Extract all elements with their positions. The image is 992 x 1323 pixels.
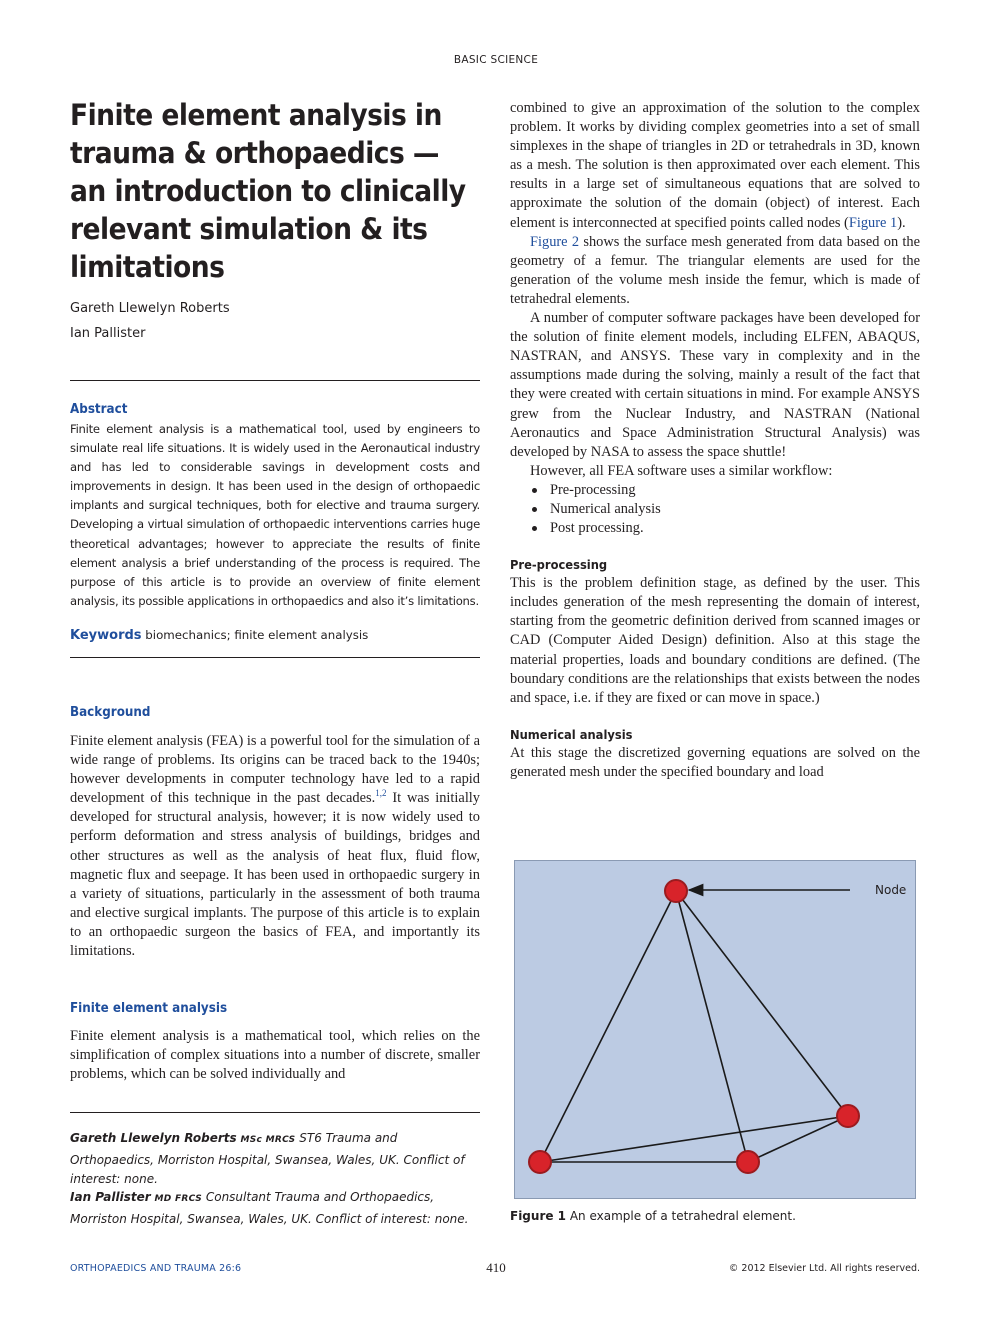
right-column [510, 99, 920, 782]
affiliation-2-name: Ian Pallister [70, 1190, 151, 1204]
right-p1-end: ). [897, 214, 906, 231]
node-marker [837, 1105, 859, 1127]
author-2: Ian Pallister [70, 326, 146, 341]
node-marker [737, 1151, 759, 1173]
edge [540, 1116, 848, 1162]
keywords-text: biomechanics; finite element analysis [145, 628, 369, 642]
page-number: 410 [486, 1260, 506, 1275]
figure-caption-label: Figure 1 [510, 1209, 567, 1223]
background-ref[interactable]: 1,2 [375, 788, 387, 799]
background-text-a: Finite element analysis (FEA) is a powerful tool for the simulation of a wide range of problems. Its origins can be traced back to the 1940s; however developments in computer technology have led to a rapid development of this technique in the past decades. [70, 733, 480, 807]
right-paragraph-2 [510, 233, 920, 309]
fea-paragraph: Finite element analysis is a mathematical tool, which relies on the simplification of complex situations into a number of discrete, smaller problems, which can be solved individually and [70, 1028, 480, 1083]
affiliation-1 [70, 1129, 480, 1190]
tetrahedral-element-diagram [515, 861, 915, 1198]
node-marker [665, 880, 687, 902]
abstract-text: Finite element analysis is a mathematical tool, used by engineers to simulate real life situations. It is widely used in the Aeronautical industry and has led to considerable savings in development costs and improvements in design. It has been used in the design of orthopaedic implants and surgical techniques, both for elective and trauma surgery. Developing a virtual simulation of orthopaedic interventions carries huge theoretical advantages; however to appreciate the results of finite element analysis a brief understanding of the process is required. The purpose of this article is to provide an overview of finite element analysis, its possible applications in orthopaedics and also it’s limitations. [70, 422, 480, 608]
background-paragraph [70, 732, 480, 961]
affiliation-2-degrees: MD FRCS [154, 1194, 203, 1204]
title-block [70, 96, 480, 343]
fea-section [70, 1027, 480, 1084]
figure-1-link[interactable]: Figure 1 [848, 214, 898, 231]
list-item [510, 519, 920, 538]
bullet-icon [532, 507, 537, 512]
right-p2-text: shows the surface mesh generated from data based on the geometry of a femur. The triangular elements are used for the generation of the volume mesh inside the femur, which is made of tetrahedral elements. [510, 233, 920, 307]
figure-2-link[interactable]: Figure 2 [530, 233, 580, 250]
workflow-list [510, 481, 920, 538]
list-item [510, 481, 920, 500]
list-item [510, 500, 920, 519]
footer-copyright: © 2012 Elsevier Ltd. All rights reserved. [728, 1263, 920, 1274]
figure-1-caption [510, 1209, 796, 1223]
numerical-analysis-text: At this stage the discretized governing equations are solved on the generated mesh under the specified boundary and load [510, 744, 920, 780]
affiliation-1-text: ST6 Trauma and Orthopaedics, Morriston Hospital, Swansea, Wales, UK. Conflict of interest: none. [70, 1131, 465, 1186]
rule-above-abstract [70, 380, 480, 381]
footer-journal: ORTHOPAEDICS AND TRAUMA 26:6 [70, 1263, 242, 1274]
list-item-text: Pre-processing [550, 481, 636, 498]
element-nodes [529, 880, 859, 1173]
figure-1 [514, 860, 916, 1199]
keywords [70, 628, 480, 643]
article-title: Finite element analysis in trauma & orthopaedics — an introduction to clinically relevant simulation & its limitations [70, 98, 466, 284]
bullet-icon [532, 488, 537, 493]
abstract-heading: Abstract [70, 402, 128, 417]
rule-below-keywords [70, 657, 480, 658]
list-item-text: Numerical analysis [550, 500, 661, 517]
bullet-icon [532, 526, 537, 531]
background-section [70, 732, 480, 961]
edge [540, 891, 676, 1162]
right-p1-text: combined to give an approximation of the solution to the complex problem. It works by dividing complex geometries into a set of small simplexes in the shape of triangles in 2D or tetrahedrals in 3D, known as a mesh. The solution is then approximated over each element. This results in a large set of simultaneous equations that are solved to approximate the solution of the domain (object) of interest. Each element is interconnected at specified points called nodes ( [510, 100, 920, 231]
section-header: BASIC SCIENCE [453, 54, 539, 66]
fea-heading: Finite element analysis [70, 1001, 228, 1016]
affiliation-1-name: Gareth Llewelyn Roberts [70, 1131, 237, 1145]
abstract-section [70, 400, 480, 611]
pre-processing-text: This is the problem definition stage, as defined by the user. This includes generation of the mesh representing the domain of interest, starting from the geometric definition derived from scanned images or CAD (Computer Aided Design) definition. Also at this stage the material properties, loads and boundary conditions are defined. (The boundary conditions are the relationships that exists between the nodes and space, i.e. if they are fixed or can move in space.) [510, 575, 920, 706]
background-heading: Background [70, 705, 151, 720]
affiliation-1-degrees: MSc MRCS [240, 1135, 296, 1145]
edge [676, 891, 748, 1162]
rule-above-affiliations [70, 1112, 480, 1113]
background-text-b: It was initially developed for structural analysis, however; it is now widely used to perform deformation and stress analysis of buildings, bridges and other structures as well as the analysis of heat flux, fluid flow, magnetic flux and seepage. It has been used in orthopaedic surgery in a variety of situations, particularly in the assessment of both trauma and elective surgical implants. The purpose of this article is to explain to an orthopaedic surgeon the basics of FEA, and importantly its limitations. [70, 790, 481, 960]
node-marker [529, 1151, 551, 1173]
right-paragraph-1 [510, 99, 920, 233]
numerical-analysis-heading: Numerical analysis [510, 726, 633, 742]
list-item-text: Post processing. [550, 520, 644, 537]
right-paragraph-3: A number of computer software packages have been developed for the solution of finite element models, including ELFEN, ABAQUS, NASTRAN, and ANSYS. These vary in complexity and in the assumptions made during the solving, mainly a result of the fact that they were created with certain situations in mind. For example ANSYS grew from the Nuclear Industry, and NASTRAN (National Aeronautics and Space Administration Structural Analysis) was developed by NASA to assess the space shuttle! [510, 310, 920, 460]
affiliation-2-text: Consultant Trauma and Orthopaedics, Morriston Hospital, Swansea, Wales, UK. Conflict of interest: none. [70, 1190, 469, 1226]
node-label: Node [875, 883, 907, 897]
author-1: Gareth Llewelyn Roberts [70, 301, 230, 316]
affiliation-2 [70, 1188, 480, 1229]
right-paragraph-4: However, all FEA software uses a similar workflow: [530, 462, 833, 479]
edge [676, 891, 848, 1116]
fea-heading-wrap [70, 999, 241, 1017]
pre-processing-heading: Pre-processing [510, 557, 608, 573]
element-edges [540, 891, 848, 1162]
figure-caption-text: An example of a tetrahedral element. [566, 1209, 796, 1223]
keywords-label: Keywords [70, 628, 142, 643]
background-heading-wrap [70, 703, 158, 721]
